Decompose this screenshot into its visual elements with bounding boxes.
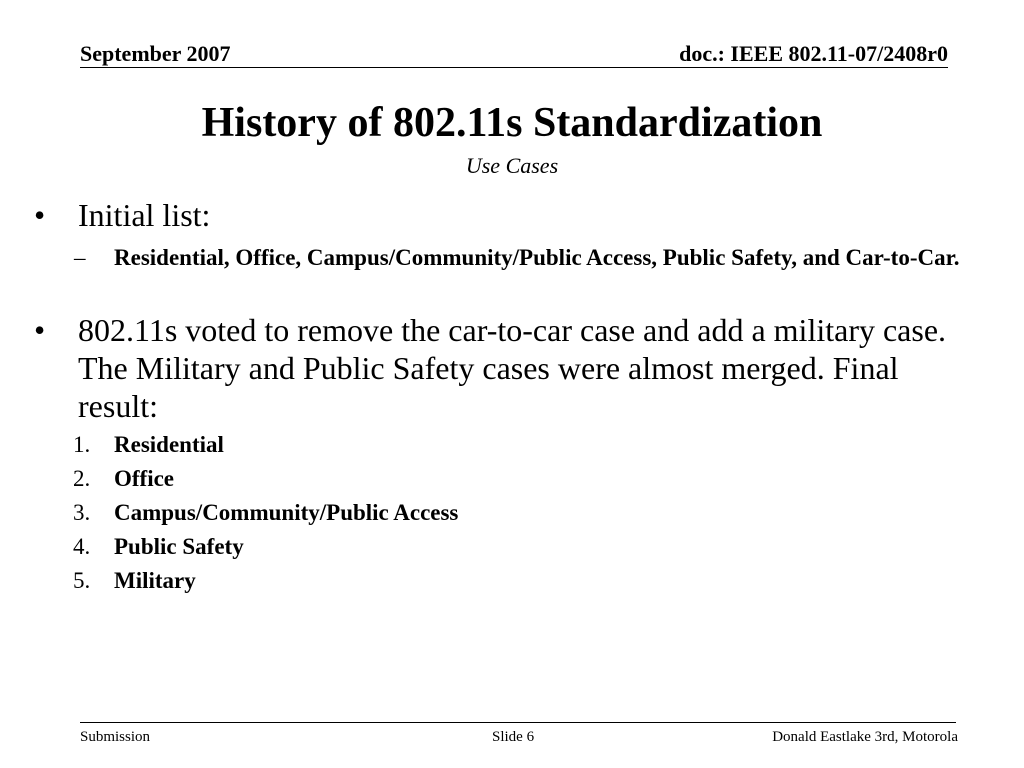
list-item-number: 4.	[73, 534, 91, 559]
list-item-label: Residential	[114, 432, 224, 457]
bullet-initial-list	[34, 196, 958, 234]
bullet-text: Initial list:	[78, 197, 211, 233]
list-item-number: 2.	[73, 466, 91, 491]
list-item	[73, 498, 814, 532]
final-use-case-list	[73, 430, 814, 600]
list-item	[73, 430, 814, 464]
footer-author: Donald Eastlake 3rd, Motorola	[772, 729, 958, 745]
list-item-label: Public Safety	[114, 534, 244, 559]
dash-marker-icon: –	[74, 245, 86, 270]
list-item	[73, 532, 814, 566]
list-item-label: Campus/Community/Public Access	[114, 500, 459, 525]
footer-slide-number: Slide 6	[492, 729, 535, 745]
list-item-number: 3.	[73, 500, 91, 525]
footer-divider	[80, 722, 956, 723]
list-item	[73, 566, 814, 600]
header-doc-id: doc.: IEEE 802.11-07/2408r0	[679, 41, 948, 66]
bullet-voting-result	[34, 311, 958, 425]
bullet-text: 802.11s voted to remove the car-to-car case and add a military case. The Military and Public Safety cases were almost merged. Final result:	[78, 312, 947, 424]
slide-subtitle: Use Cases	[465, 153, 559, 178]
footer-submission: Submission	[80, 729, 151, 745]
sub-bullet-initial-cases	[74, 243, 964, 272]
list-item-number: 1.	[73, 432, 91, 457]
slide-title: History of 802.11s Standardization	[201, 100, 823, 146]
sub-bullet-text: Residential, Office, Campus/Community/Public Access, Public Safety, and Car-to-Car.	[114, 245, 960, 270]
list-item-label: Military	[114, 568, 196, 593]
list-item-label: Office	[114, 466, 175, 491]
bullet-dot-icon: •	[34, 197, 46, 233]
bullet-dot-icon: •	[34, 312, 46, 348]
list-item-number: 5.	[73, 568, 91, 593]
header-divider	[80, 67, 948, 68]
list-item	[73, 464, 814, 498]
header-date: September 2007	[80, 41, 231, 66]
